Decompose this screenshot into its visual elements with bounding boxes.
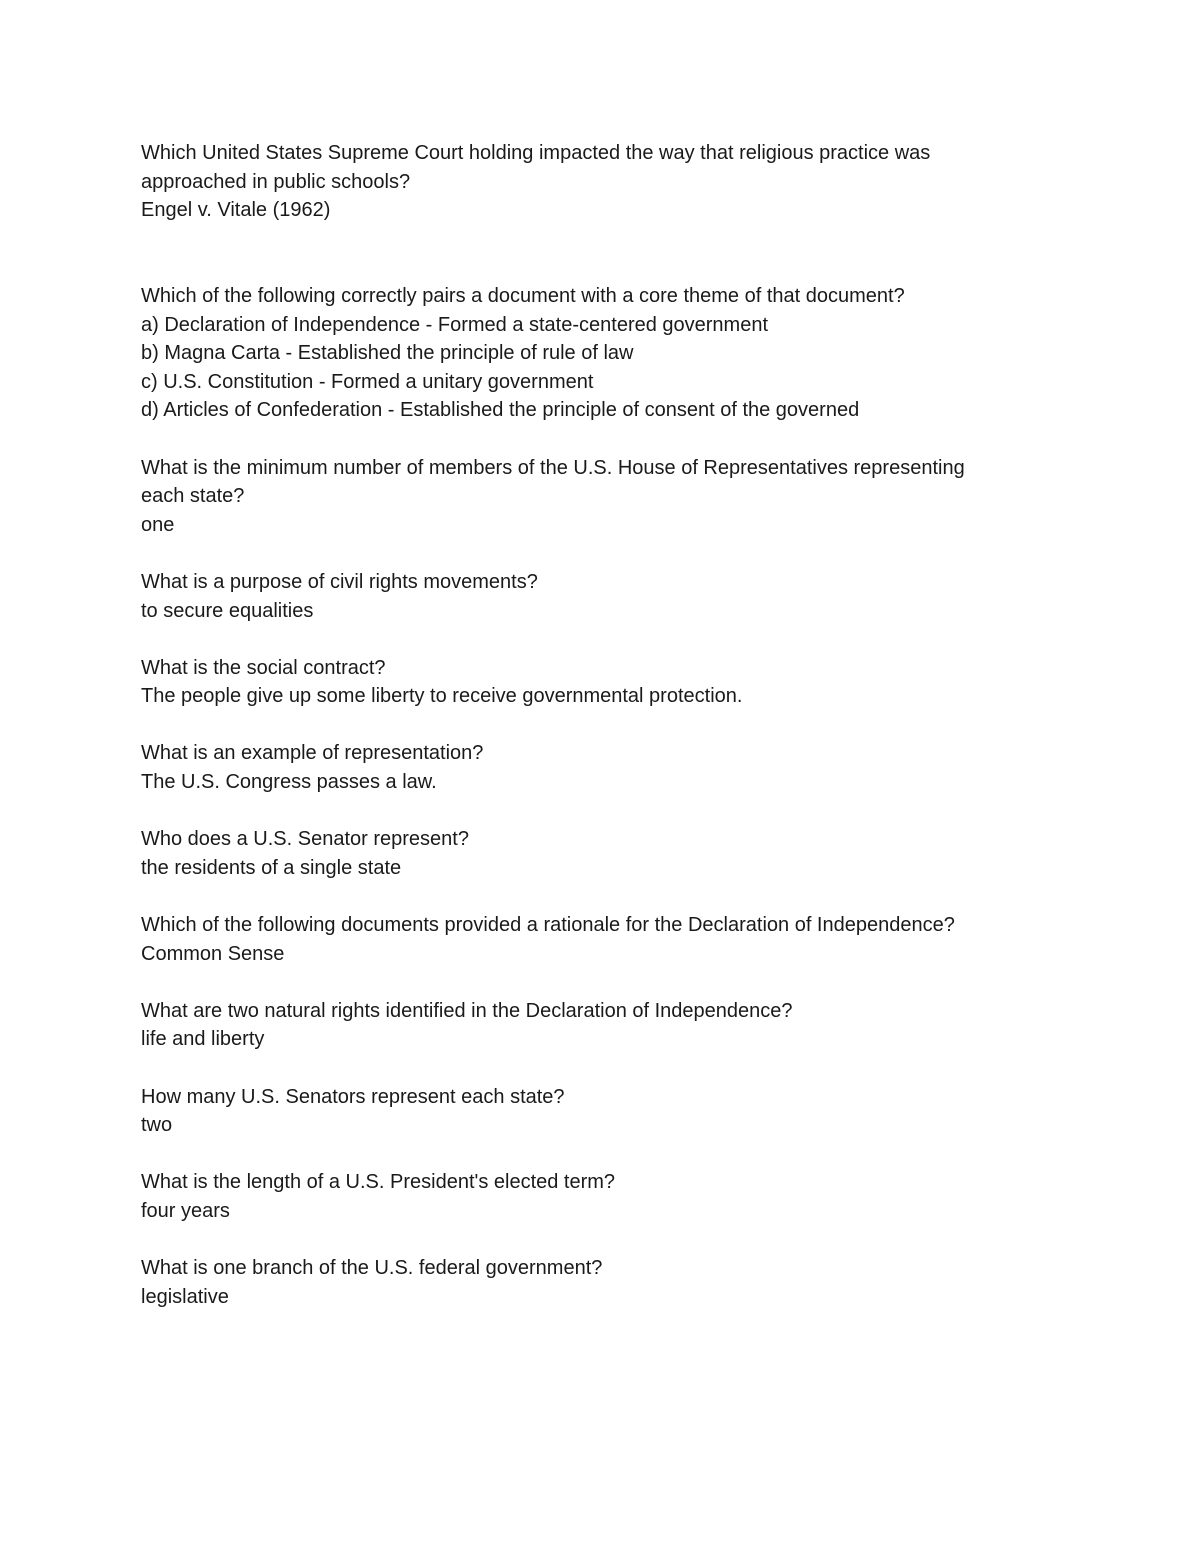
question-line: What is the length of a U.S. President's elected term? bbox=[141, 1171, 616, 1194]
spacer bbox=[141, 625, 1081, 654]
answer-line: two bbox=[141, 1114, 173, 1137]
qa-item bbox=[141, 739, 1081, 796]
question-line: What is an example of representation? bbox=[141, 742, 484, 765]
answer-line: Engel v. Vitale (1962) bbox=[141, 199, 331, 222]
question-line: Which of the following correctly pairs a document with a core theme of that document? bbox=[141, 284, 905, 307]
answer-option: b) Magna Carta - Established the principle of rule of law bbox=[141, 342, 634, 365]
spacer bbox=[141, 1140, 1081, 1169]
spacer bbox=[141, 539, 1081, 568]
question-line: approached in public schools? bbox=[141, 170, 411, 193]
qa-item bbox=[141, 911, 1081, 968]
question-line: Who does a U.S. Senator represent? bbox=[141, 828, 469, 851]
spacer bbox=[141, 711, 1081, 740]
qa-item bbox=[141, 1168, 1081, 1225]
answer-option: a) Declaration of Independence - Formed a state-centered government bbox=[141, 313, 769, 336]
question-line: What is the minimum number of members of the U.S. House of Representatives representing bbox=[141, 456, 965, 479]
question-line: What are two natural rights identified in the Declaration of Independence? bbox=[141, 999, 793, 1022]
document-body bbox=[141, 139, 1081, 1311]
answer-line: legislative bbox=[141, 1285, 229, 1308]
answer-line: four years bbox=[141, 1199, 230, 1222]
spacer bbox=[141, 882, 1081, 911]
qa-item bbox=[141, 282, 1081, 425]
qa-item bbox=[141, 454, 1081, 540]
answer-line: Common Sense bbox=[141, 942, 285, 965]
spacer bbox=[141, 425, 1081, 454]
qa-item bbox=[141, 825, 1081, 882]
question-line: Which United States Supreme Court holding impacted the way that religious practice was bbox=[141, 142, 931, 164]
question-line: each state? bbox=[141, 485, 245, 508]
question-line: What is one branch of the U.S. federal government? bbox=[141, 1257, 603, 1280]
qa-item bbox=[141, 1254, 1081, 1311]
answer-line: The U.S. Congress passes a law. bbox=[141, 771, 437, 794]
question-line: What is a purpose of civil rights movements? bbox=[141, 570, 538, 593]
qa-item bbox=[141, 997, 1081, 1054]
qa-item bbox=[141, 139, 1081, 225]
qa-item bbox=[141, 1083, 1081, 1140]
answer-line: The people give up some liberty to receive governmental protection. bbox=[141, 685, 743, 708]
question-line: Which of the following documents provided a rationale for the Declaration of Independence? bbox=[141, 914, 955, 937]
spacer bbox=[141, 1226, 1081, 1255]
question-line: What is the social contract? bbox=[141, 656, 386, 679]
answer-line: one bbox=[141, 513, 175, 536]
spacer bbox=[141, 1054, 1081, 1083]
answer-line: to secure equalities bbox=[141, 599, 314, 622]
question-line: How many U.S. Senators represent each state? bbox=[141, 1085, 565, 1108]
spacer bbox=[141, 968, 1081, 997]
qa-item bbox=[141, 568, 1081, 625]
spacer bbox=[141, 797, 1081, 826]
answer-line: the residents of a single state bbox=[141, 856, 402, 879]
answer-option: d) Articles of Confederation - Established the principle of consent of the governed bbox=[141, 399, 860, 422]
qa-item bbox=[141, 654, 1081, 711]
spacer bbox=[141, 225, 1081, 282]
answer-option: c) U.S. Constitution - Formed a unitary government bbox=[141, 370, 594, 393]
answer-line: life and liberty bbox=[141, 1028, 265, 1051]
